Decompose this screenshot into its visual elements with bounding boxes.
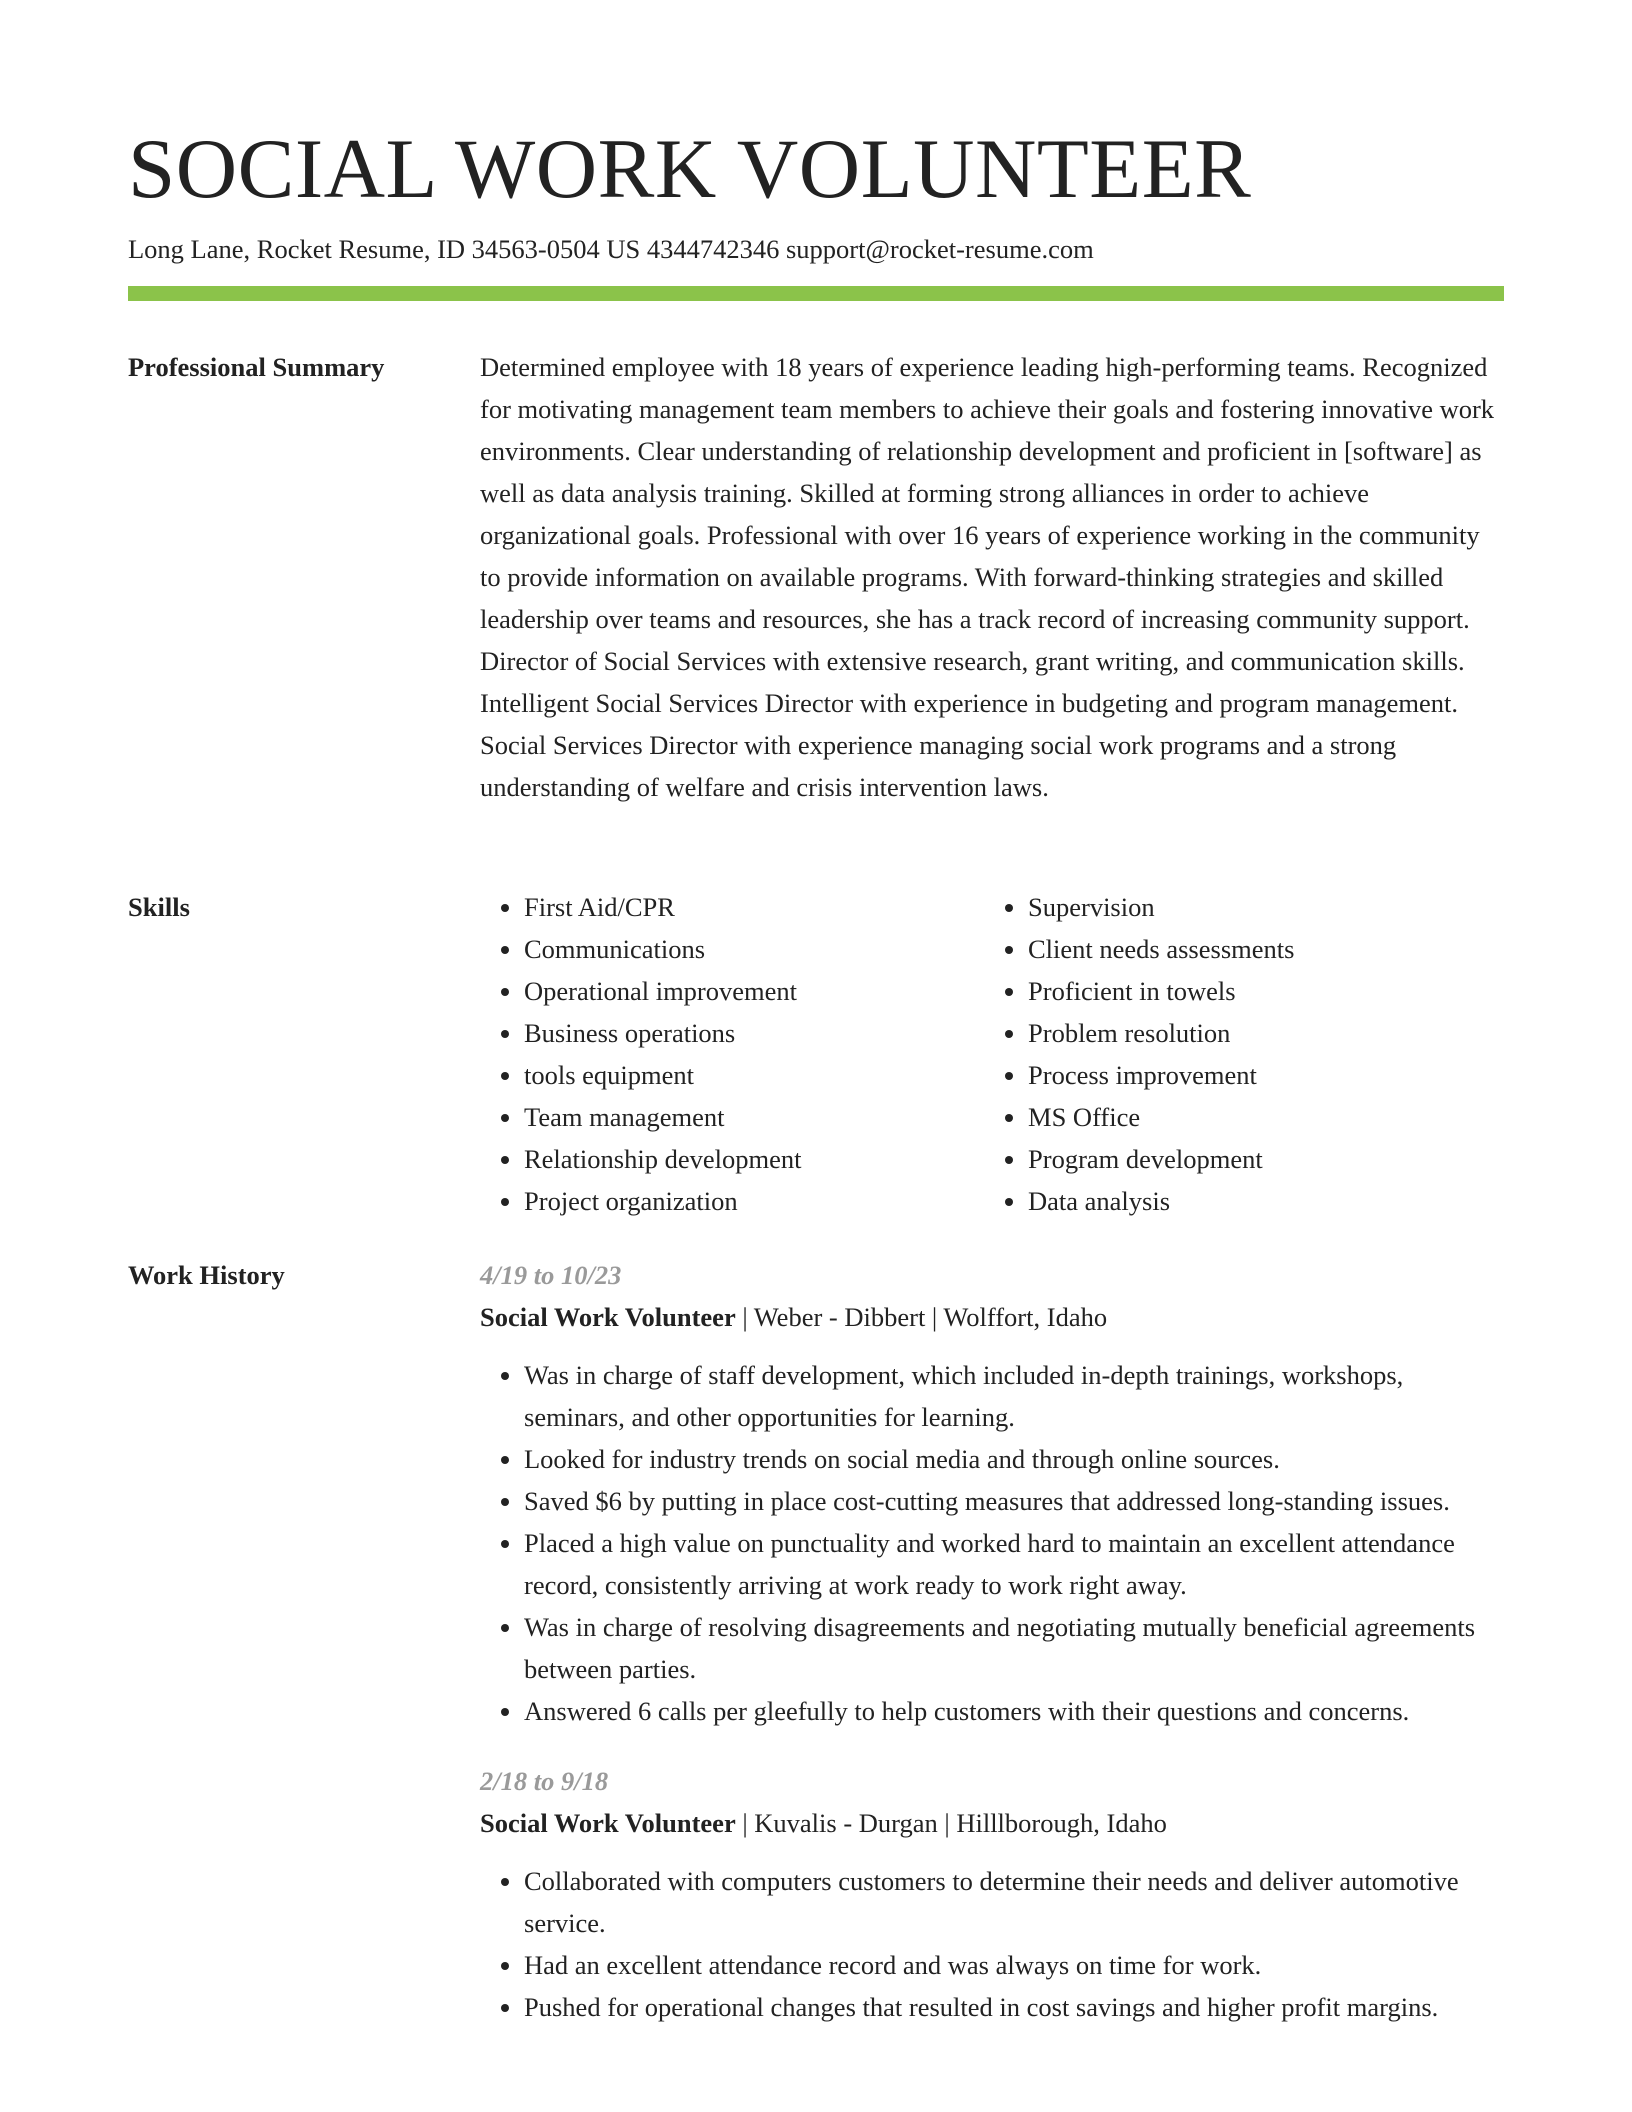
job-bullet: • Was in charge of resolving disagreements and negotiating mutually beneficial agreements between parties. [524, 1606, 1504, 1690]
job-entry [480, 1254, 1504, 1732]
job-bullet: • Was in charge of staff development, which included in-depth trainings, workshops, seminars, and other opportunities for learning. [524, 1354, 1504, 1438]
skill-item: • Communications [524, 928, 984, 970]
skill-item: • MS Office [1028, 1096, 1488, 1138]
skill-item: • Proficient in towels [1028, 970, 1488, 1012]
job-bullet: • Collaborated with computers customers to determine their needs and deliver automotive service. [524, 1860, 1504, 1944]
job-bullet: • Answered 6 calls per gleefully to help customers with their questions and concerns. [524, 1690, 1504, 1732]
skill-item: • Business operations [524, 1012, 984, 1054]
skill-item: • Client needs assessments [1028, 928, 1488, 970]
header-divider [128, 286, 1504, 301]
skills-columns [480, 886, 1504, 1222]
skill-item: • Process improvement [1028, 1054, 1488, 1096]
job-bullet-list [480, 1860, 1504, 2028]
skill-item: • Relationship development [524, 1138, 984, 1180]
skills-list-left [480, 886, 984, 1222]
resume-title: SOCIAL WORK VOLUNTEER [128, 122, 1252, 216]
skill-item: • Data analysis [1028, 1180, 1488, 1222]
job-company-location: | Kuvalis - Durgan | Hilllborough, Idaho [735, 1808, 1167, 1838]
job-title: Social Work Volunteer [480, 1302, 736, 1332]
job-bullet: • Looked for industry trends on social media and through online sources. [524, 1438, 1504, 1480]
summary-heading: Professional Summary [128, 352, 385, 382]
skills-heading: Skills [128, 892, 190, 922]
skill-item: • Supervision [1028, 886, 1488, 928]
skill-item: • Team management [524, 1096, 984, 1138]
summary-body [480, 346, 1500, 808]
skill-item: • tools equipment [524, 1054, 984, 1096]
job-dates: 4/19 to 10/23 [480, 1260, 622, 1290]
job-bullet: • Saved $6 by putting in place cost-cutting measures that addressed long-standing issues. [524, 1480, 1504, 1522]
skills-list-right [984, 886, 1488, 1222]
skill-item: • Problem resolution [1028, 1012, 1488, 1054]
job-bullet: • Pushed for operational changes that resulted in cost savings and higher profit margins. [524, 1986, 1504, 2028]
job-title-line [480, 1802, 1504, 1844]
job-bullet: • Placed a high value on punctuality and worked hard to maintain an excellent attendance record, consistently arriving at work ready to work right away. [524, 1522, 1504, 1606]
skill-item: • Program development [1028, 1138, 1488, 1180]
job-bullet-list [480, 1354, 1504, 1732]
skills-body [480, 886, 1504, 1222]
skill-item: • Operational improvement [524, 970, 984, 1012]
work-history-body [480, 1254, 1504, 2056]
job-company-location: | Weber - Dibbert | Wolffort, Idaho [735, 1302, 1108, 1332]
job-title: Social Work Volunteer [480, 1808, 736, 1838]
contact-line: Long Lane, Rocket Resume, ID 34563-0504 US 4344742346 support@rocket-resume.com [128, 234, 1094, 264]
skill-item: • Project organization [524, 1180, 984, 1222]
summary-text: Determined employee with 18 years of experience leading high-performing teams. Recognized for motivating management team members to achieve their goals and fostering innovative work environments. Clear understanding of relationship development and proficient in [software] as well as data analysis training. Skilled at forming strong alliances in order to achieve organizational goals. Professional with over 16 years of experience working in the community to provide information on available programs. With forward-thinking strategies and skilled leadership over teams and resources, she has a track record of increasing community support. Director of Social Services with extensive research, grant writing, and communication skills. Intelligent Social Services Director with experience in budgeting and program management. Social Services Director with experience managing social work programs and a strong understanding of welfare and crisis intervention laws. [480, 352, 1495, 802]
job-dates: 2/18 to 9/18 [480, 1766, 609, 1796]
job-entry [480, 1760, 1504, 2028]
job-bullet: • Had an excellent attendance record and was always on time for work. [524, 1944, 1504, 1986]
skill-item: • First Aid/CPR [524, 886, 984, 928]
work-history-heading: Work History [128, 1260, 285, 1290]
job-title-line [480, 1296, 1504, 1338]
